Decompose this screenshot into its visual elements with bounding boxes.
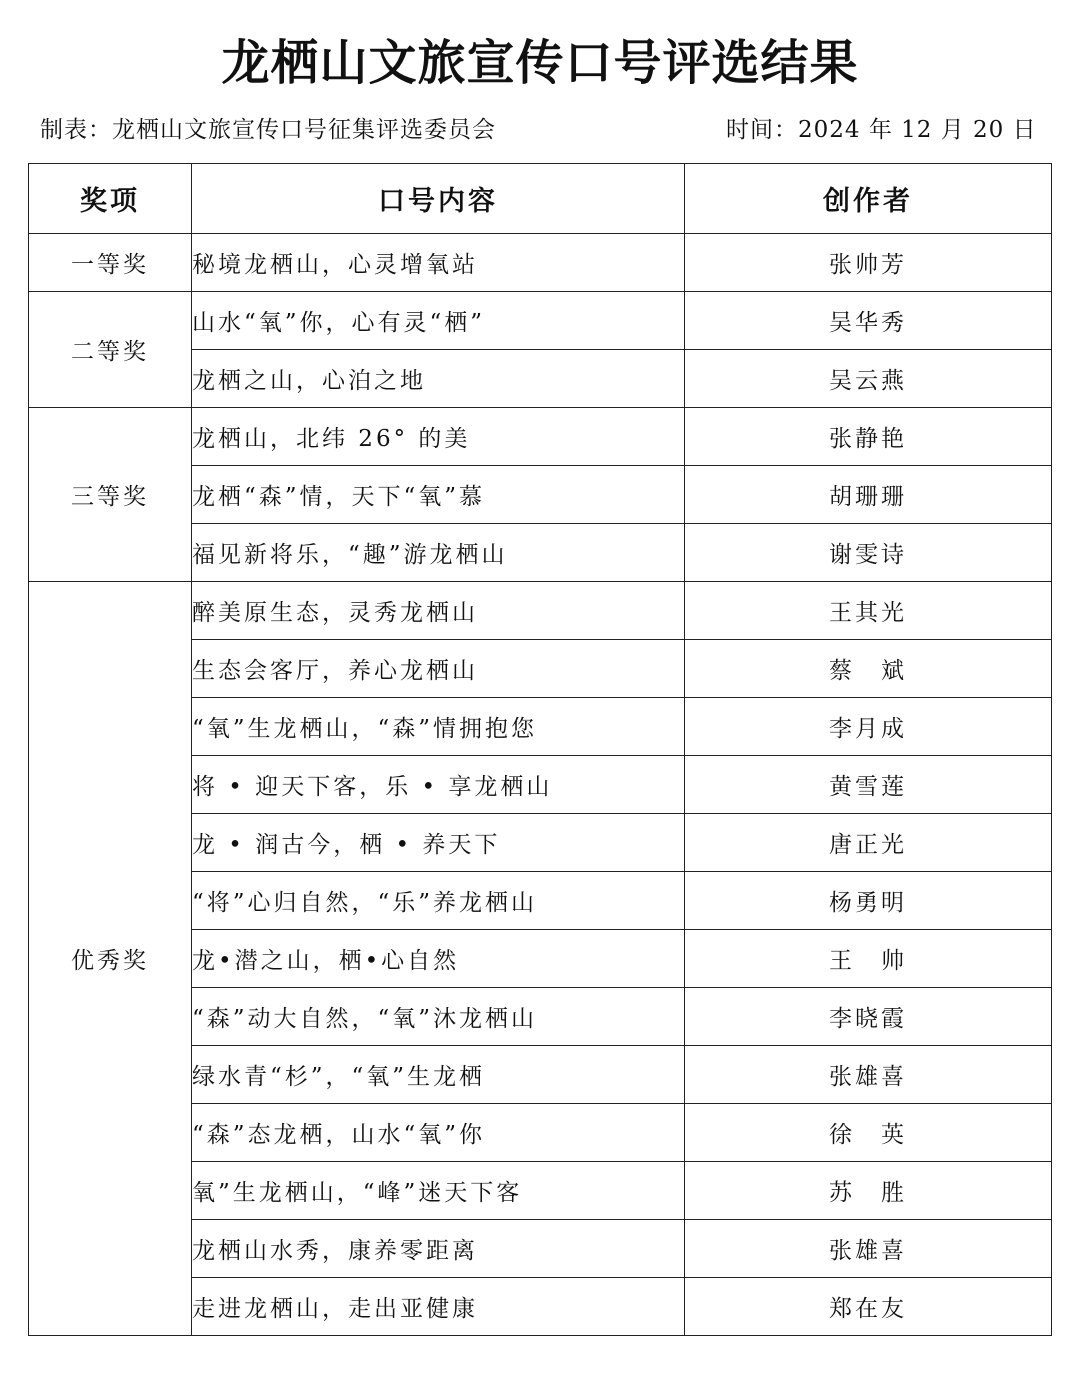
slogan-cell: 龙•潜之山，栖•心自然 — [192, 930, 685, 988]
author-cell: 吴云燕 — [685, 350, 1052, 408]
table-row — [29, 582, 1052, 640]
author-cell: 蔡 斌 — [685, 640, 1052, 698]
slogan-cell: 福见新将乐，“趣”游龙栖山 — [192, 524, 685, 582]
author-cell: 王 帅 — [685, 930, 1052, 988]
slogan-cell: 龙 • 润古今，栖 • 养天下 — [192, 814, 685, 872]
table-row — [29, 234, 1052, 292]
header-row — [29, 164, 1052, 234]
slogan-cell: “将”心归自然，“乐”养龙栖山 — [192, 872, 685, 930]
slogan-cell: 龙栖山，北纬 26° 的美 — [192, 408, 685, 466]
slogan-cell: “氧”生龙栖山，“森”情拥抱您 — [192, 698, 685, 756]
author-cell: 郑在友 — [685, 1278, 1052, 1336]
author-cell: 胡珊珊 — [685, 466, 1052, 524]
slogan-cell: 秘境龙栖山，心灵增氧站 — [192, 234, 685, 292]
slogan-cell: 绿水青“杉”，“氧”生龙栖 — [192, 1046, 685, 1104]
author-cell: 谢雯诗 — [685, 524, 1052, 582]
table-row — [29, 292, 1052, 350]
slogan-cell: 山水“氧”你，心有灵“栖” — [192, 292, 685, 350]
page-title: 龙栖山文旅宣传口号评选结果 — [221, 35, 859, 91]
slogan-cell: “森”态龙栖，山水“氧”你 — [192, 1104, 685, 1162]
slogan-cell: 龙栖山水秀，康养零距离 — [192, 1220, 685, 1278]
slogan-cell: 氧”生龙栖山，“峰”迷天下客 — [192, 1162, 685, 1220]
author-cell: 张帅芳 — [685, 234, 1052, 292]
author-cell: 黄雪莲 — [685, 756, 1052, 814]
header-slogan: 口号内容 — [192, 164, 685, 234]
author-cell: 苏 胜 — [685, 1162, 1052, 1220]
slogan-cell: 龙栖“森”情，天下“氧”慕 — [192, 466, 685, 524]
slogan-cell: 走进龙栖山，走出亚健康 — [192, 1278, 685, 1336]
header-author: 创作者 — [685, 164, 1052, 234]
award-cell: 一等奖 — [29, 234, 192, 292]
author-cell: 张静艳 — [685, 408, 1052, 466]
author-cell: 徐 英 — [685, 1104, 1052, 1162]
author-cell: 李晓霞 — [685, 988, 1052, 1046]
award-cell: 二等奖 — [29, 292, 192, 408]
author-cell: 吴华秀 — [685, 292, 1052, 350]
results-table — [28, 163, 1052, 1336]
author-cell: 张雄喜 — [685, 1046, 1052, 1104]
table-date: 时间：2024 年 12 月 20 日 — [726, 117, 1037, 143]
award-cell: 三等奖 — [29, 408, 192, 582]
slogan-cell: 将 • 迎天下客，乐 • 享龙栖山 — [192, 756, 685, 814]
slogan-cell: 醉美原生态，灵秀龙栖山 — [192, 582, 685, 640]
author-cell: 李月成 — [685, 698, 1052, 756]
table-row — [29, 408, 1052, 466]
slogan-cell: 生态会客厅，养心龙栖山 — [192, 640, 685, 698]
slogan-cell: “森”动大自然，“氧”沐龙栖山 — [192, 988, 685, 1046]
table-maker: 制表：龙栖山文旅宣传口号征集评选委员会 — [40, 117, 496, 143]
award-cell: 优秀奖 — [29, 582, 192, 1336]
author-cell: 张雄喜 — [685, 1220, 1052, 1278]
author-cell: 王其光 — [685, 582, 1052, 640]
header-award: 奖项 — [29, 164, 192, 234]
author-cell: 杨勇明 — [685, 872, 1052, 930]
author-cell: 唐正光 — [685, 814, 1052, 872]
slogan-cell: 龙栖之山，心泊之地 — [192, 350, 685, 408]
